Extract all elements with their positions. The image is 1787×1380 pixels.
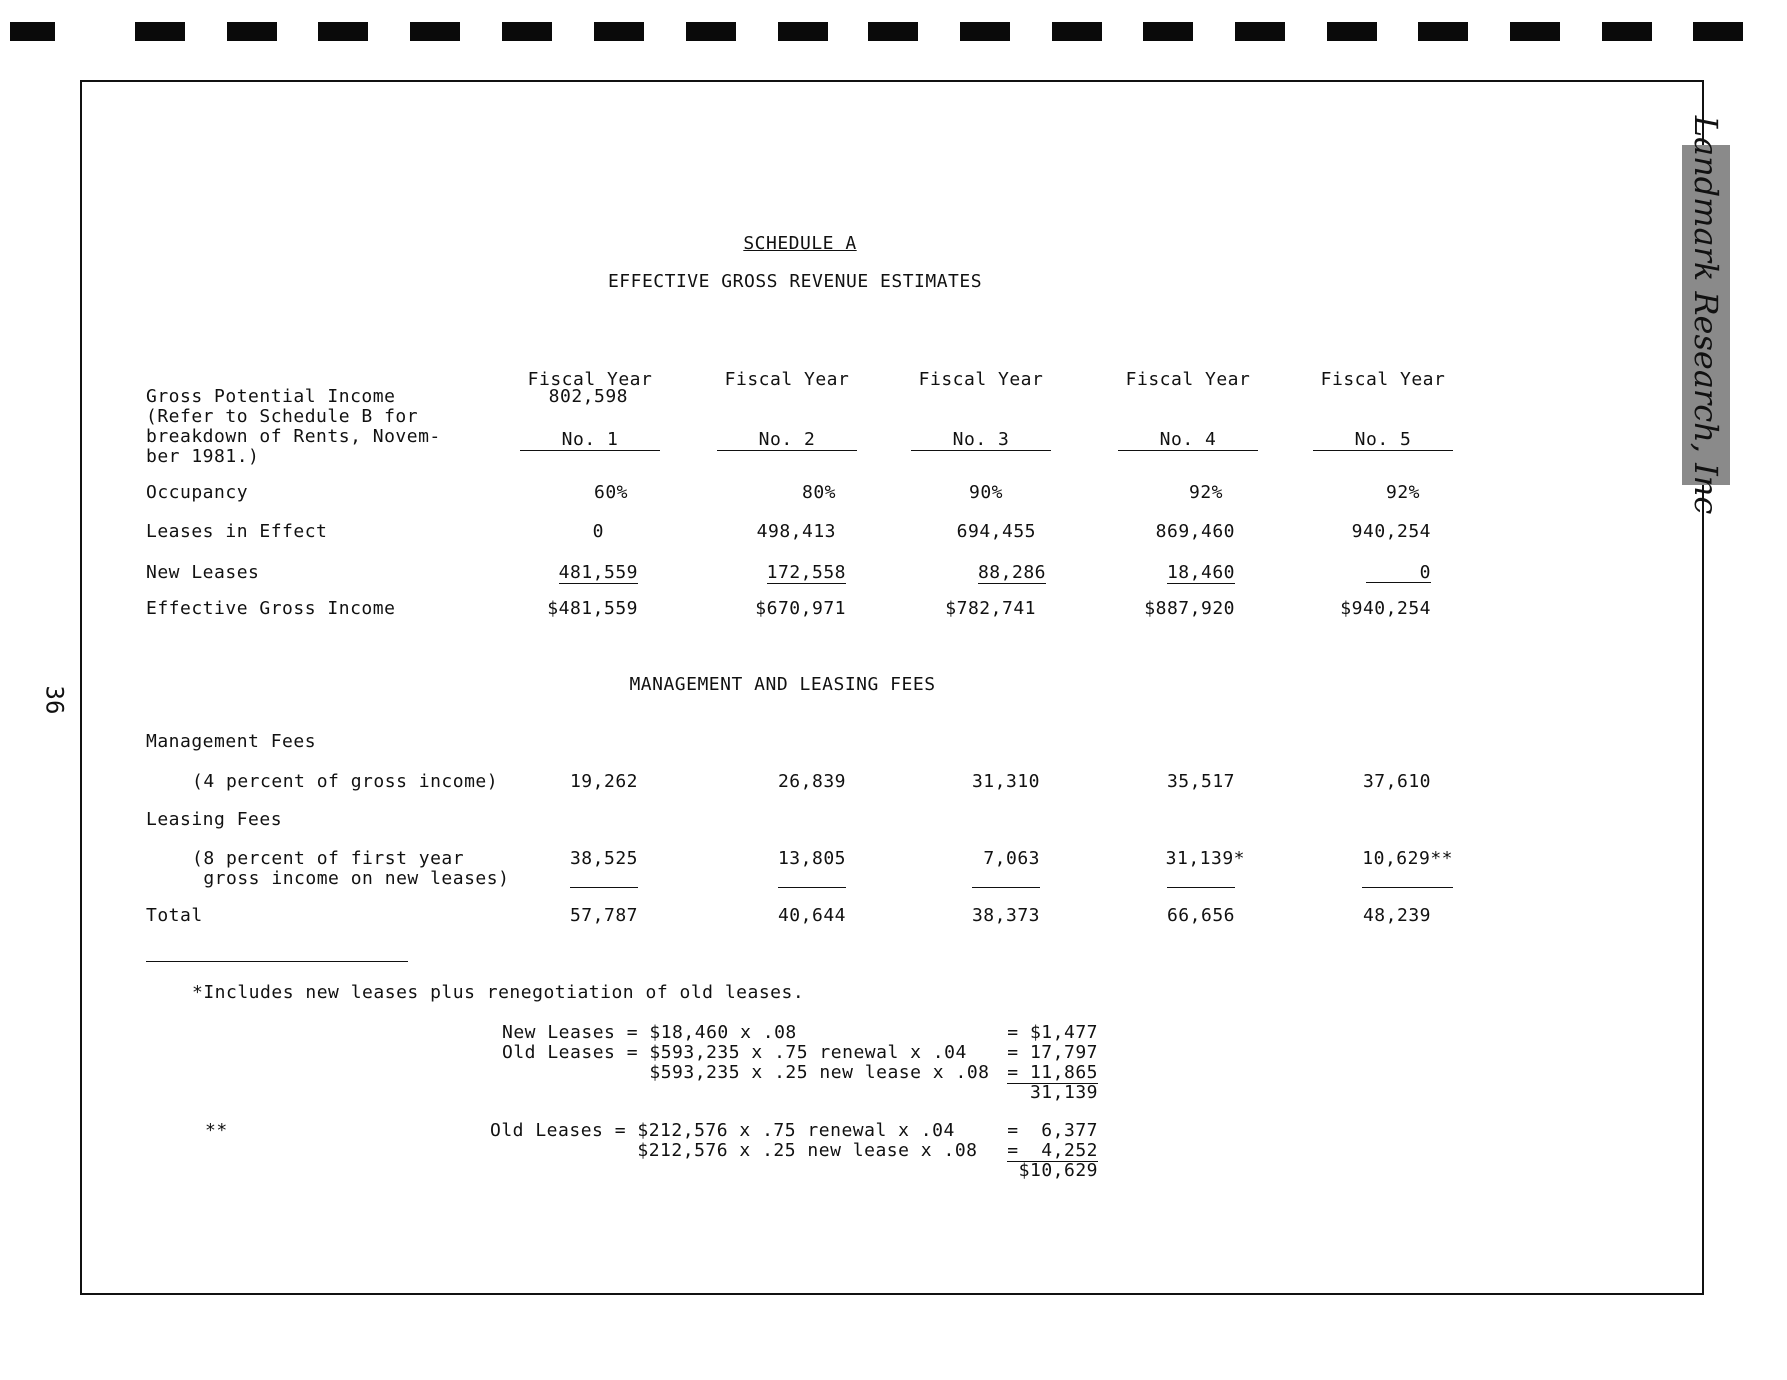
leases-in-effect-y2: 498,413 — [756, 521, 836, 542]
schedule-subtitle: EFFECTIVE GROSS REVENUE ESTIMATES — [607, 271, 983, 292]
total-label: Total — [146, 905, 203, 926]
calc2-result-1: = 6,377 — [1007, 1120, 1098, 1141]
total-y5: 48,239 — [1362, 905, 1431, 926]
leasing-fees-label: Leasing Fees — [146, 809, 283, 830]
leasing-fees-sub: (8 percent of first year gross income on new leases) — [192, 848, 510, 889]
col-header-2: Fiscal Year No. 2 — [717, 330, 857, 491]
mgmt-y2: 26,839 — [777, 771, 846, 792]
egi-y5: $940,254 — [1340, 598, 1431, 619]
subtotal-rule-5 — [1362, 887, 1453, 888]
row-label-leases-in-effect: Leases in Effect — [146, 521, 328, 542]
col-header-5: Fiscal Year No. 5 — [1313, 330, 1453, 491]
occupancy-y2: 80% — [801, 482, 836, 503]
calc1-sum: 31,139 — [1029, 1082, 1098, 1103]
row-label-occupancy: Occupancy — [146, 482, 249, 503]
footnote-rule — [146, 961, 408, 962]
total-y1: 57,787 — [569, 905, 638, 926]
calc1-line-3: $593,235 x .25 new lease x .08 — [502, 1062, 990, 1083]
calc1-line-1: New Leases = $18,460 x .08 — [502, 1022, 797, 1043]
schedule-title: SCHEDULE A — [743, 233, 857, 254]
calc2-sum: $10,629 — [1018, 1160, 1098, 1181]
total-y3: 38,373 — [971, 905, 1040, 926]
mgmt-y1: 19,262 — [569, 771, 638, 792]
mgmt-fees-sub: (4 percent of gross income) — [192, 771, 499, 792]
leasing-y5: 10,629** — [1362, 848, 1453, 869]
col-header-4: Fiscal Year No. 4 — [1118, 330, 1258, 491]
section2-title: MANAGEMENT AND LEASING FEES — [629, 674, 936, 695]
page-number: 36 — [40, 685, 69, 715]
row-label-new-leases: New Leases — [146, 562, 260, 583]
occupancy-y1: 60% — [593, 482, 628, 503]
mgmt-y5: 37,610 — [1362, 771, 1431, 792]
gross-potential-y1: 802,598 — [548, 386, 628, 407]
row-label-gross-potential: Gross Potential Income (Refer to Schedule B for breakdown of Rents, Novem- ber 1981.) — [146, 386, 441, 467]
leases-in-effect-y1: 0 — [592, 521, 604, 542]
leasing-y3: 7,063 — [983, 848, 1040, 869]
subtotal-rule-2 — [778, 887, 846, 888]
side-tab — [1682, 115, 1730, 515]
leasing-y1: 38,525 — [569, 848, 638, 869]
calc2-result-2: = 4,252 — [1007, 1140, 1098, 1161]
calc1-result-2: = 17,797 — [1007, 1042, 1098, 1063]
col-header-3: Fiscal Year No. 3 — [911, 330, 1051, 491]
total-y4: 66,656 — [1166, 905, 1235, 926]
leases-in-effect-y3: 694,455 — [956, 521, 1036, 542]
occupancy-y5: 92% — [1385, 482, 1420, 503]
footnote-2-marker: ** — [205, 1120, 228, 1141]
col-header-1: Fiscal Year No. 1 — [520, 330, 660, 491]
subtotal-rule-3 — [972, 887, 1040, 888]
mgmt-y3: 31,310 — [971, 771, 1040, 792]
new-leases-y3: 88,286 — [977, 562, 1046, 583]
egi-y3: $782,741 — [945, 598, 1036, 619]
egi-y1: $481,559 — [547, 598, 638, 619]
mgmt-y4: 35,517 — [1166, 771, 1235, 792]
egi-y4: $887,920 — [1144, 598, 1235, 619]
leasing-y4: 31,139* — [1165, 848, 1245, 869]
calc2-line-1: Old Leases = $212,576 x .75 renewal x .04 — [490, 1120, 955, 1141]
leasing-y2: 13,805 — [777, 848, 846, 869]
side-tab-label: Landmark Research, Inc — [1687, 115, 1725, 515]
egi-y2: $670,971 — [755, 598, 846, 619]
subtotal-rule-1 — [570, 887, 638, 888]
calc1-line-2: Old Leases = $593,235 x .75 renewal x .04 — [502, 1042, 967, 1063]
calc2-line-2: $212,576 x .25 new lease x .08 — [490, 1140, 978, 1161]
calc1-result-3: = 11,865 — [1007, 1062, 1098, 1083]
row-label-effective-gross-income: Effective Gross Income — [146, 598, 396, 619]
occupancy-y4: 92% — [1188, 482, 1223, 503]
calc1-result-1: = $1,477 — [1007, 1022, 1098, 1043]
subtotal-rule-4 — [1167, 887, 1235, 888]
new-leases-y5: 0 — [1419, 562, 1431, 583]
footnote-1: *Includes new leases plus renegotiation of old leases. — [192, 982, 805, 1003]
leases-in-effect-y5: 940,254 — [1351, 521, 1431, 542]
new-leases-y2: 172,558 — [766, 562, 846, 583]
occupancy-y3: 90% — [968, 482, 1003, 503]
leases-in-effect-y4: 869,460 — [1155, 521, 1235, 542]
new-leases-y4: 18,460 — [1166, 562, 1235, 583]
mgmt-fees-label: Management Fees — [146, 731, 317, 752]
new-leases-y1: 481,559 — [558, 562, 638, 583]
total-y2: 40,644 — [777, 905, 846, 926]
